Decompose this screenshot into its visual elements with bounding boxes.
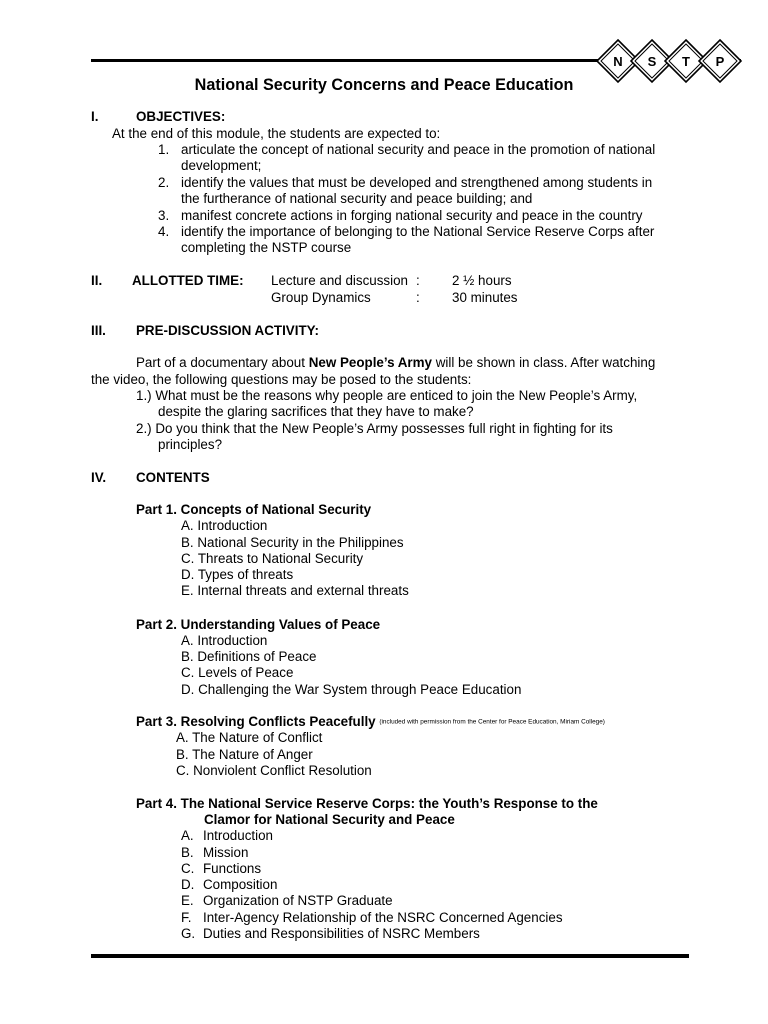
activity-text: will be shown in class. After watching <box>432 355 656 370</box>
list-letter: C. <box>181 861 195 876</box>
footer-rule <box>91 954 689 958</box>
objective-number: 2. <box>158 175 170 190</box>
list-item: B. National Security in the Philippines <box>181 535 404 550</box>
page-title: National Security Concerns and Peace Education <box>194 76 574 94</box>
section-4-number: IV. <box>91 470 107 485</box>
section-2-heading: ALLOTTED TIME: <box>132 273 244 288</box>
list-item: A. Introduction <box>181 633 268 648</box>
objective-text: development; <box>181 158 262 173</box>
part-3-title: Part 3. Resolving Conflicts Peacefully <box>136 714 376 729</box>
time-value: 2 ½ hours <box>452 273 512 288</box>
part-4-title: Part 4. The National Service Reserve Corps: the Youth’s Response to the <box>136 796 598 811</box>
svg-text:T: T <box>682 54 690 69</box>
time-value: 30 minutes <box>452 290 518 305</box>
svg-text:N: N <box>613 54 623 69</box>
objective-text: manifest concrete actions in forging national security and peace in the country <box>181 208 643 223</box>
list-item: Organization of NSTP Graduate <box>203 893 393 908</box>
list-item: C. Levels of Peace <box>181 665 294 680</box>
time-label: Group Dynamics <box>271 290 371 305</box>
header-rule <box>91 59 599 62</box>
list-item: Duties and Responsibilities of NSRC Members <box>203 926 480 941</box>
activity-paragraph-line: the video, the following questions may be posed to the students: <box>91 372 472 387</box>
objective-number: 4. <box>158 224 170 239</box>
part-2-title: Part 2. Understanding Values of Peace <box>136 617 381 632</box>
activity-text: Part of a documentary about <box>136 355 309 370</box>
section-1-heading: OBJECTIVES: <box>136 109 226 124</box>
objective-text: identify the importance of belonging to the National Service Reserve Corps after <box>181 224 655 239</box>
list-item: C. Nonviolent Conflict Resolution <box>176 763 372 778</box>
list-item: Introduction <box>203 828 273 843</box>
list-letter: E. <box>181 893 194 908</box>
list-item: B. The Nature of Anger <box>176 747 313 762</box>
question-2-cont: principles? <box>158 437 223 452</box>
list-item: Inter-Agency Relationship of the NSRC Concerned Agencies <box>203 910 563 925</box>
section-2-number: II. <box>91 273 103 288</box>
list-letter: D. <box>181 877 195 892</box>
question-1: 1.) What must be the reasons why people are enticed to join the New People’s Army, <box>136 388 638 403</box>
list-item: D. Types of threats <box>181 567 294 582</box>
activity-emphasis: New People’s Army <box>308 355 432 370</box>
list-item: Functions <box>203 861 262 876</box>
list-item: C. Threats to National Security <box>181 551 364 566</box>
objective-number: 3. <box>158 208 170 223</box>
time-label: Lecture and discussion <box>271 273 408 288</box>
list-letter: A. <box>181 828 194 843</box>
time-colon: : <box>416 290 420 305</box>
list-letter: G. <box>181 926 196 941</box>
section-3-heading: PRE-DISCUSSION ACTIVITY: <box>136 323 320 338</box>
objective-number: 1. <box>158 142 170 157</box>
objectives-intro: At the end of this module, the students are expected to: <box>112 126 441 141</box>
part-3-title-line <box>136 714 605 730</box>
objective-text: the furtherance of national security and peace building; and <box>181 191 533 206</box>
list-item: A. Introduction <box>181 518 268 533</box>
section-4-heading: CONTENTS <box>136 470 210 485</box>
part-3-note: (included with permission from the Center for Peace Education, Miriam College) <box>379 718 605 726</box>
question-1-cont: despite the glaring sacrifices that they have to make? <box>158 404 474 419</box>
part-1-title: Part 1. Concepts of National Security <box>136 502 372 517</box>
part-4-title-cont: Clamor for National Security and Peace <box>204 812 455 827</box>
list-item: A. The Nature of Conflict <box>176 730 323 745</box>
section-1-number: I. <box>91 109 99 124</box>
list-item: D. Challenging the War System through Peace Education <box>181 682 522 697</box>
list-item: B. Definitions of Peace <box>181 649 317 664</box>
time-colon: : <box>416 273 420 288</box>
objective-text: articulate the concept of national security and peace in the promotion of national <box>181 142 656 157</box>
svg-text:S: S <box>647 54 657 69</box>
objective-text: identify the values that must be developed and strengthened among students in <box>181 175 653 190</box>
list-letter: F. <box>181 910 192 925</box>
section-3-number: III. <box>91 323 106 338</box>
list-item: Composition <box>203 877 278 892</box>
list-item: Mission <box>203 845 249 860</box>
list-letter: B. <box>181 845 194 860</box>
objective-text: completing the NSTP course <box>181 240 352 255</box>
question-2: 2.) Do you think that the New People’s Army possesses full right in fighting for its <box>136 421 613 436</box>
list-item: E. Internal threats and external threats <box>181 583 409 598</box>
svg-text:P: P <box>715 54 725 69</box>
activity-paragraph-line <box>136 355 655 371</box>
